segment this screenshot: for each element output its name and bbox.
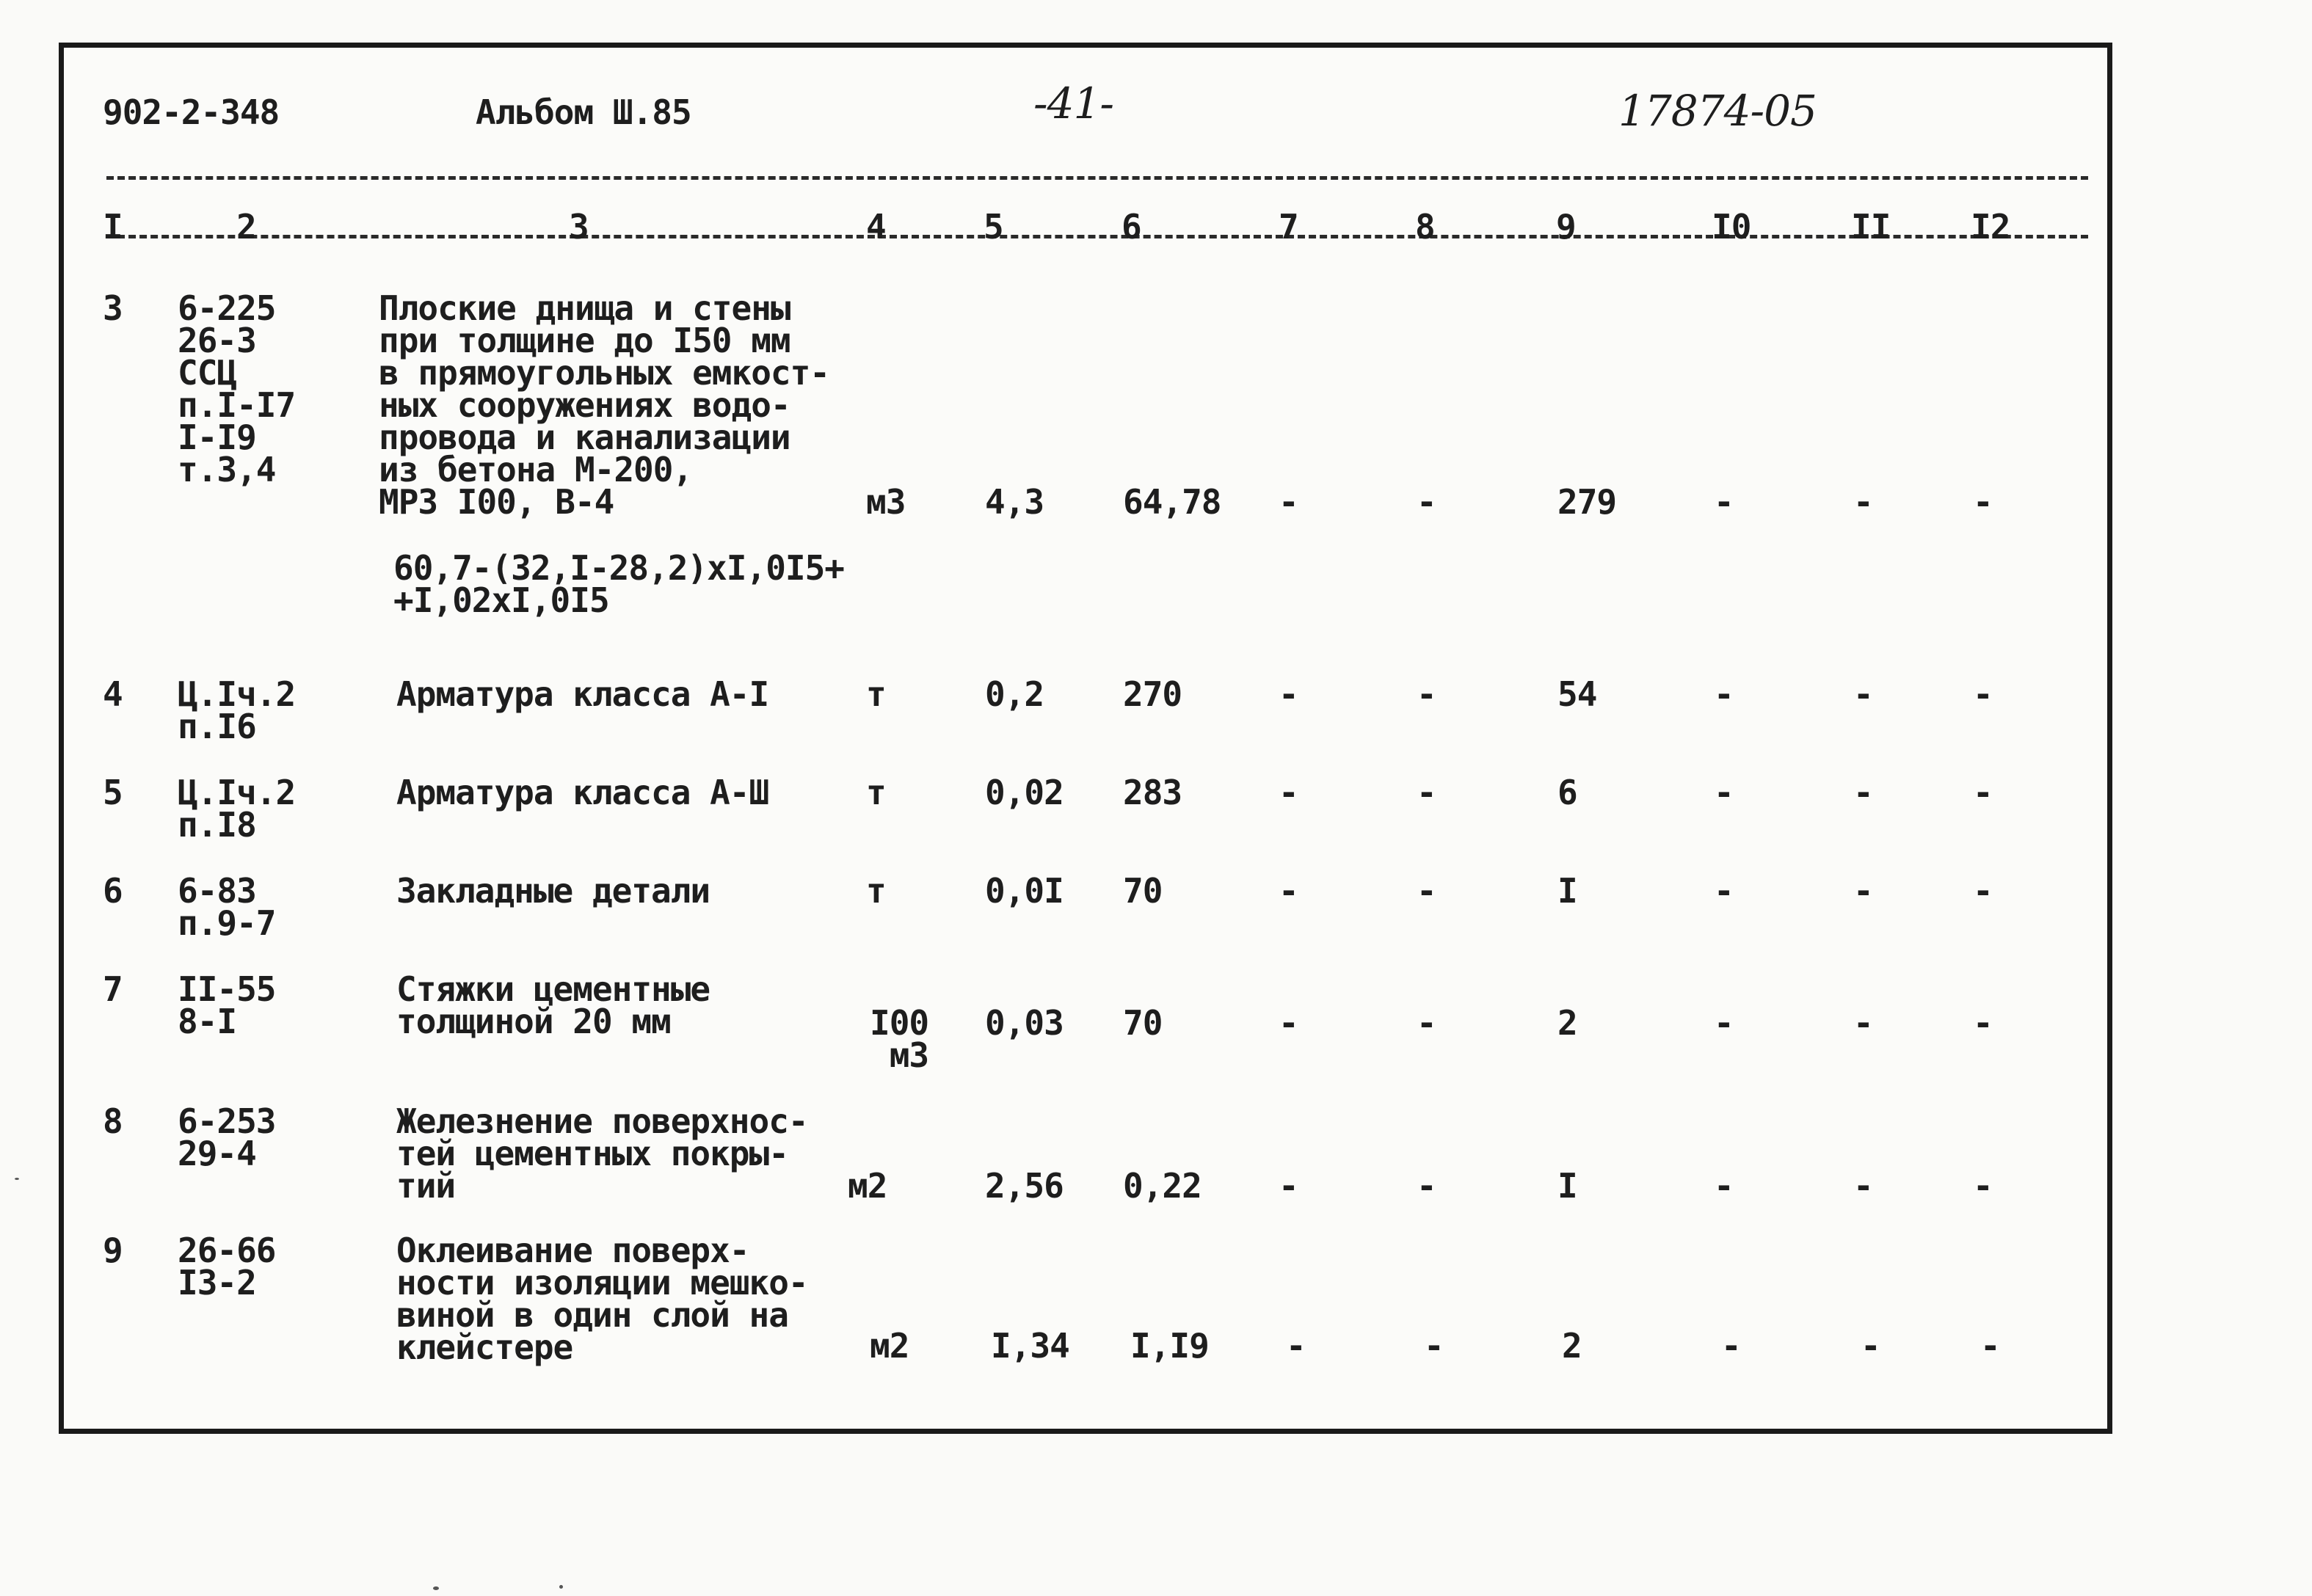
row-col10: -	[1714, 482, 1734, 522]
row-price: 270	[1123, 674, 1182, 714]
row-col8: -	[1417, 1166, 1436, 1206]
row-col10: -	[1714, 773, 1734, 812]
row-col9: 279	[1557, 482, 1617, 522]
row-col9: 54	[1557, 674, 1597, 714]
row-col12: -	[1973, 1166, 1993, 1206]
row-col7: -	[1279, 871, 1298, 911]
row-unit: м2	[848, 1166, 887, 1206]
row-name: Плоские днища и стены при толщине до I50 мм в прямоугольных емкост- ных сооружениях водо- провода и канализации из бетона М-200, МРЗ I00, В-4	[379, 288, 829, 522]
row-col8: -	[1424, 1326, 1444, 1366]
row-col12: -	[1980, 1326, 2000, 1366]
row-code: 6-253 29-4	[178, 1101, 276, 1173]
row-number: 5	[103, 773, 123, 812]
row-col8: -	[1417, 1003, 1436, 1043]
row-col10: -	[1721, 1326, 1741, 1366]
row-col10: -	[1714, 871, 1734, 911]
row-unit: т	[866, 871, 886, 911]
scan-speck	[433, 1586, 439, 1590]
row-col7: -	[1286, 1326, 1306, 1366]
header-separator	[106, 176, 2088, 180]
row-col11: -	[1853, 674, 1873, 714]
row-price: 70	[1123, 1003, 1163, 1043]
column-number: 5	[984, 207, 1003, 247]
row-name: Железнение поверхнос- тей цементных покры- тий	[396, 1101, 808, 1206]
row-col9: 2	[1562, 1326, 1582, 1366]
sheet-code: 17874-05	[1618, 86, 1817, 136]
row-col9: I	[1557, 1166, 1577, 1206]
row-qty: 4,3	[985, 482, 1044, 522]
row-col12: -	[1973, 674, 1993, 714]
column-number: 4	[866, 207, 886, 247]
row-col7: -	[1279, 482, 1298, 522]
row-name: Арматура класса А-I	[396, 674, 769, 714]
row-col9: 6	[1557, 773, 1577, 812]
row-col11: -	[1853, 482, 1873, 522]
row-unit: т	[866, 773, 886, 812]
row-col11: -	[1853, 871, 1873, 911]
row-col9: I	[1557, 871, 1577, 911]
row-name: Закладные детали	[396, 871, 710, 911]
column-number: 8	[1415, 207, 1435, 247]
row-qty: 0,02	[985, 773, 1064, 812]
row-number: 6	[103, 871, 123, 911]
row-price: 283	[1123, 773, 1182, 812]
row-price: 64,78	[1123, 482, 1221, 522]
row-code: Ц.Iч.2 п.I8	[178, 773, 296, 845]
row-code: Ц.Iч.2 п.I6	[178, 674, 296, 746]
row-unit: м2	[870, 1326, 909, 1366]
row-col11: -	[1853, 773, 1873, 812]
row-col8: -	[1417, 871, 1436, 911]
row-col8: -	[1417, 674, 1436, 714]
row-col11: -	[1861, 1326, 1880, 1366]
row-number: 9	[103, 1231, 123, 1270]
row-qty: 2,56	[985, 1166, 1064, 1206]
row-col10: -	[1714, 1166, 1734, 1206]
row-col10: -	[1714, 674, 1734, 714]
page-number: -41-	[1033, 79, 1113, 128]
doc-code: 902-2-348	[103, 92, 280, 132]
row-col10: -	[1714, 1003, 1734, 1043]
row-col7: -	[1279, 1166, 1298, 1206]
row-number: 3	[103, 288, 123, 328]
column-number: 3	[569, 207, 589, 247]
row-unit: т	[866, 674, 886, 714]
row-col12: -	[1973, 871, 1993, 911]
column-number: 6	[1122, 207, 1141, 247]
row-formula: 60,7-(32,I-28,2)xI,0I5+ +I,02xI,0I5	[393, 548, 844, 620]
scan-speck	[15, 1178, 19, 1180]
column-number: I0	[1712, 207, 1751, 247]
column-number: I2	[1971, 207, 2010, 247]
row-col11: -	[1853, 1166, 1873, 1206]
column-number: 9	[1556, 207, 1576, 247]
row-number: 4	[103, 674, 123, 714]
row-code: II-55 8-I	[178, 969, 276, 1041]
row-unit: I00 м3	[870, 1003, 929, 1075]
column-number: I	[103, 207, 123, 247]
row-col8: -	[1417, 773, 1436, 812]
row-col7: -	[1279, 1003, 1298, 1043]
row-code: 6-83 п.9-7	[178, 871, 276, 943]
row-price: I,I9	[1130, 1326, 1209, 1366]
column-number: II	[1851, 207, 1891, 247]
row-col7: -	[1279, 674, 1298, 714]
row-col7: -	[1279, 773, 1298, 812]
row-number: 7	[103, 969, 123, 1009]
row-qty: 0,0I	[985, 871, 1064, 911]
column-number: 2	[236, 207, 256, 247]
row-code: 6-225 26-3 ССЦ п.I-I7 I-I9 т.3,4	[178, 288, 296, 489]
row-qty: I,34	[991, 1326, 1069, 1366]
row-col9: 2	[1557, 1003, 1577, 1043]
row-col11: -	[1853, 1003, 1873, 1043]
row-price: 0,22	[1123, 1166, 1202, 1206]
row-col8: -	[1417, 482, 1436, 522]
row-code: 26-66 I3-2	[178, 1231, 276, 1302]
row-name: Стяжки цементные толщиной 20 мм	[396, 969, 710, 1041]
row-name: Арматура класса А-Ш	[396, 773, 769, 812]
column-number: 7	[1279, 207, 1298, 247]
album-label: Альбом Ш.85	[476, 92, 691, 132]
row-col12: -	[1973, 1003, 1993, 1043]
row-price: 70	[1123, 871, 1163, 911]
row-number: 8	[103, 1101, 123, 1141]
row-col12: -	[1973, 773, 1993, 812]
row-qty: 0,03	[985, 1003, 1064, 1043]
row-col12: -	[1973, 482, 1993, 522]
row-name: Оклеивание поверх- ности изоляции мешко- виной в один слой на клейстере	[396, 1231, 808, 1367]
row-unit: м3	[866, 482, 906, 522]
scan-speck	[559, 1585, 563, 1589]
row-qty: 0,2	[985, 674, 1044, 714]
drawing-frame	[59, 43, 2112, 1434]
column-number-separator	[106, 235, 2088, 238]
